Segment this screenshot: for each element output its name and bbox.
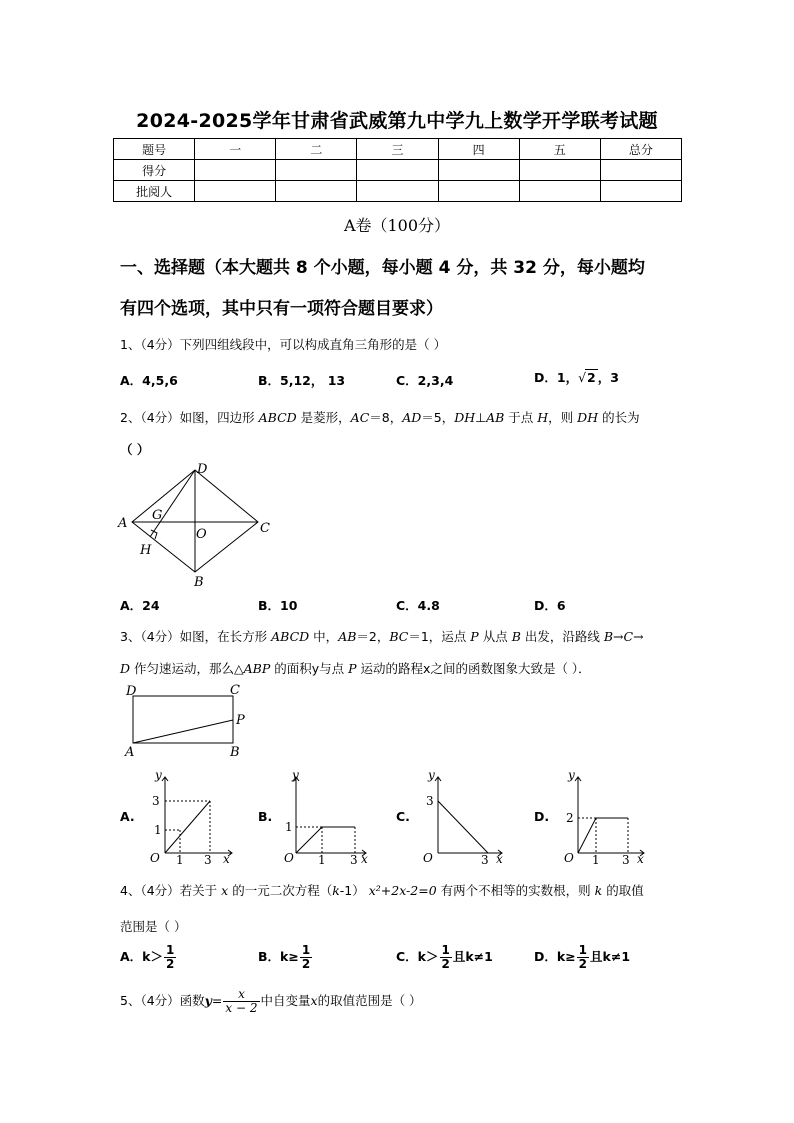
tick-label: 3 — [426, 794, 434, 808]
fraction-denominator: 2 — [578, 957, 588, 971]
q3-option-b: B. — [258, 809, 273, 824]
question-3-stem — [120, 627, 644, 645]
q3-text: 从点 — [482, 629, 508, 644]
exam-title: 2024-2025学年甘肃省武威第九中学九上数学开学联考试题 — [136, 110, 658, 132]
origin-label: O — [150, 851, 160, 865]
q4-option-label: D．k≥ — [534, 949, 576, 964]
table-cell: 总分 — [600, 139, 681, 160]
table-cell — [357, 160, 438, 181]
table-cell: 五 — [519, 139, 600, 160]
table-cell — [276, 160, 357, 181]
graph-c — [418, 765, 518, 865]
label-d: D — [126, 684, 137, 699]
q3-var: ABP — [243, 661, 271, 676]
label-o: O — [196, 527, 207, 542]
q2-option-d: D．6 — [534, 598, 566, 613]
q1-option-d: D．1，√2 ，3 — [534, 370, 619, 385]
function-fraction — [223, 988, 259, 1015]
q5-text: = — [211, 993, 223, 1008]
q3-var: P — [470, 629, 479, 644]
q2-text: 2、（4分）如图，四边形 — [120, 410, 255, 425]
fraction-denominator: 2 — [301, 957, 311, 971]
q2-text: 是菱形， — [300, 410, 351, 425]
question-4-stem-line2: 范围是（ ） — [120, 919, 187, 934]
origin-label: O — [423, 851, 433, 865]
label-b: B — [230, 745, 240, 760]
q4-text: -1） — [339, 883, 365, 898]
q2-option-b: B．10 — [258, 598, 298, 613]
q4-var: k — [594, 883, 603, 898]
question-2-stem — [120, 408, 640, 426]
label-g: G — [152, 508, 163, 523]
q4-option-c — [396, 944, 493, 971]
y-label: y — [155, 768, 162, 782]
table-cell — [438, 160, 519, 181]
q1-option-d-root: 2 — [587, 370, 596, 385]
q3-var: P — [348, 661, 357, 676]
q1-option-d-suffix: ，3 — [597, 370, 619, 385]
table-row — [114, 181, 682, 202]
table-cell: 批阅人 — [114, 181, 195, 202]
tick-label: 3 — [152, 794, 160, 808]
q3-text: 运动的路程x之间的函数图象大致是（ ）． — [360, 661, 591, 676]
table-cell: 三 — [357, 139, 438, 160]
q4-option-suffix: 且k≠1 — [590, 949, 631, 964]
q4-option-label: C．k＞ — [396, 949, 439, 964]
fraction-denominator: 2 — [441, 957, 450, 971]
q2-text: ，则 — [548, 410, 574, 425]
q4-var: x — [221, 883, 229, 898]
q2-text: 的长为 — [602, 410, 640, 425]
q3-option-c: C. — [396, 809, 410, 824]
tick-label: 2 — [566, 811, 574, 825]
q3-text: ＝1，运点 — [408, 629, 467, 644]
fraction-numerator: 1 — [301, 943, 311, 957]
q1-option-d-prefix: D．1， — [534, 370, 579, 385]
table-row — [114, 160, 682, 181]
q2-var: AD — [402, 410, 422, 425]
graph-b — [280, 765, 380, 865]
q4-option-label: A．k＞ — [120, 949, 163, 964]
q3-text: 作匀速运动，那么△ — [134, 661, 244, 676]
q5-text: 5、（4分）函数 — [120, 993, 205, 1008]
label-h: H — [140, 543, 152, 558]
q4-text: 有两个不相等的实数根，则 — [440, 883, 591, 898]
q2-option-a: A．24 — [120, 598, 160, 613]
label-a: A — [118, 516, 128, 531]
label-a: A — [125, 745, 135, 760]
rectangle-outline — [133, 696, 233, 743]
tick-label: 1 — [154, 823, 162, 837]
label-d: D — [197, 462, 208, 477]
q2-option-c: C．4.8 — [396, 598, 440, 613]
y-label: y — [292, 768, 299, 782]
tick-label: 1 — [176, 853, 184, 865]
fraction-half — [440, 944, 452, 971]
q2-var: AC — [350, 410, 370, 425]
q4-option-a — [120, 944, 177, 971]
table-cell — [195, 160, 276, 181]
tick-label: 1 — [318, 853, 326, 865]
q4-text: 4、（4分）若关于 — [120, 883, 218, 898]
q3-var: B→C→ — [603, 629, 644, 644]
x-label: x — [496, 852, 503, 865]
section-heading-line1: 一、选择题（本大题共 8 个小题，每小题 4 分，共 32 分，每小题均 — [120, 258, 645, 278]
label-c: C — [230, 683, 240, 698]
table-cell — [519, 160, 600, 181]
tick-label: 1 — [285, 820, 293, 834]
q2-text: ＝8， — [369, 410, 403, 425]
question-4-stem — [120, 881, 644, 899]
label-c: C — [260, 521, 270, 536]
segment-dh — [150, 470, 195, 537]
q1-option-c: C．2,3,4 — [396, 373, 454, 388]
table-cell — [519, 181, 600, 202]
x-label: x — [223, 852, 230, 865]
q4-option-b — [258, 944, 313, 971]
table-cell: 一 — [195, 139, 276, 160]
table-row — [114, 139, 682, 160]
fraction-half — [164, 944, 176, 971]
table-cell — [276, 181, 357, 202]
x-label: x — [361, 852, 368, 865]
rectangle-figure — [118, 680, 258, 760]
table-cell — [438, 181, 519, 202]
graph-a — [140, 765, 240, 865]
table-cell — [357, 181, 438, 202]
q3-var: D — [120, 661, 131, 676]
q3-option-a: A. — [120, 809, 135, 824]
y-label: y — [568, 768, 575, 782]
volume-title: A卷（100分） — [343, 216, 451, 235]
table-cell: 二 — [276, 139, 357, 160]
segment-ap — [133, 720, 233, 743]
q2-var: H — [537, 410, 549, 425]
q3-var: B — [511, 629, 521, 644]
table-cell: 题号 — [114, 139, 195, 160]
x-label: x — [637, 852, 644, 865]
score-table — [113, 138, 682, 202]
graph-line — [165, 801, 210, 853]
q3-var: ABCD — [271, 629, 310, 644]
q2-text: 于点 — [508, 410, 534, 425]
q4-var: k — [332, 883, 340, 898]
graph-line — [296, 827, 322, 853]
tick-label: 3 — [622, 853, 630, 865]
table-cell — [195, 181, 276, 202]
q2-var: AB — [486, 410, 505, 425]
label-p: P — [236, 713, 245, 728]
fraction-denominator: x − 2 — [225, 1001, 258, 1015]
graph-d — [556, 765, 656, 865]
q3-text: 中， — [313, 629, 339, 644]
table-cell: 得分 — [114, 160, 195, 181]
q3-text: 的面积y与点 — [274, 661, 345, 676]
fraction-numerator: 1 — [578, 943, 588, 957]
q3-option-d: D. — [534, 809, 550, 824]
tick-label: 3 — [481, 853, 489, 865]
rhombus-figure — [110, 460, 280, 590]
section-heading-line2: 有四个选项，其中只有一项符合题目要求） — [120, 299, 443, 319]
q3-text: 3、（4分）如图，在长方形 — [120, 629, 268, 644]
q3-var: BC — [389, 629, 409, 644]
q2-text: ⊥ — [475, 410, 487, 425]
q2-var: DH — [577, 410, 599, 425]
fraction-denominator: 2 — [166, 957, 175, 971]
graph-line — [438, 801, 488, 853]
origin-label: O — [564, 851, 574, 865]
origin-label: O — [284, 851, 294, 865]
q3-text: 出发，沿路线 — [524, 629, 600, 644]
q4-equation: x²+2x-2=0 — [368, 883, 437, 898]
q5-var: y — [204, 993, 212, 1008]
table-cell — [600, 181, 681, 202]
label-b: B — [194, 575, 204, 590]
q5-var: x — [310, 993, 318, 1008]
q4-option-label: B．k≥ — [258, 949, 299, 964]
y-label: y — [428, 768, 435, 782]
q4-option-suffix: 且k≠1 — [452, 949, 493, 964]
table-cell: 四 — [438, 139, 519, 160]
q4-option-d — [534, 944, 630, 971]
tick-label: 3 — [204, 853, 212, 865]
q2-var: DH — [454, 410, 476, 425]
q1-option-b: B．5,12， 13 — [258, 373, 346, 388]
fraction-numerator: 1 — [166, 943, 175, 957]
q1-option-a: A．4,5,6 — [120, 373, 178, 388]
q5-text: 的取值范围是（ ） — [317, 993, 422, 1008]
question-3-stem-line2 — [120, 659, 591, 677]
q4-text: 的一元二次方程（ — [232, 883, 333, 898]
table-cell — [600, 160, 681, 181]
fraction-numerator: x — [223, 988, 259, 1002]
question-5-stem — [120, 988, 422, 1015]
tick-label: 1 — [592, 853, 600, 865]
q2-paren: （ ） — [120, 442, 150, 457]
q3-text: ＝2， — [356, 629, 390, 644]
q5-text: 中自变量 — [260, 993, 311, 1008]
q2-var: ABCD — [258, 410, 297, 425]
q2-text: ＝5， — [421, 410, 455, 425]
fraction-half — [577, 944, 589, 971]
tick-label: 3 — [350, 853, 358, 865]
fraction-numerator: 1 — [441, 943, 450, 957]
q3-var: AB — [338, 629, 357, 644]
graph-line — [578, 818, 596, 853]
q4-text: 的取值 — [606, 883, 644, 898]
question-1-stem: 1、（4分）下列四组线段中，可以构成直角三角形的是（ ） — [120, 337, 447, 352]
fraction-half — [300, 944, 312, 971]
